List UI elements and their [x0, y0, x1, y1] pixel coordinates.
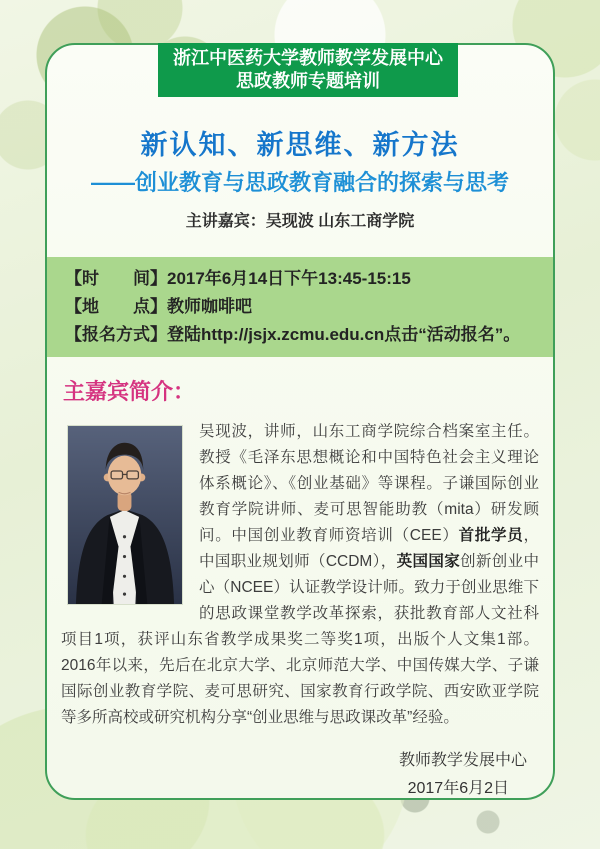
- info-place-value: 教师咖啡吧: [167, 297, 252, 316]
- signature-block: [47, 747, 553, 803]
- bio-segment: 吴现波，讲师，山东工商学院综合档案室主任。教授《毛泽东思想概论和中国特色社会主义理论体系概论》、《创业基础》等课程。子谦国际创业教育学院讲师、麦可思智能助教（mita）研发顾问。中国创业教育师资培训（CEE）: [199, 423, 539, 544]
- header-line1: 浙江中医药大学教师教学发展中心: [173, 48, 443, 68]
- speaker-photo: [67, 425, 183, 605]
- info-signup-value: 登陆http://jsjx.zcmu.edu.cn点击“活动报名”。: [167, 325, 521, 344]
- header-banner: [158, 43, 458, 97]
- signature-org: 教师教学发展中心: [398, 752, 527, 769]
- bio-section-title: 主嘉宾简介：: [63, 379, 196, 404]
- poster-frame: [45, 43, 555, 800]
- poster-subtitle: ——创业教育与思政教育融合的探索与思考: [90, 170, 509, 195]
- info-place-label: 【地 点】: [65, 297, 167, 316]
- header-line2: 思政教师专题培训: [236, 71, 380, 91]
- bio-block: [61, 419, 539, 731]
- poster-title: 新认知、新思维、新方法: [140, 130, 460, 160]
- bio-segment: 创新创业中心（NCEE）认证教学设计师。致力于创业思维下的思政课堂教学改革探索，获批教育部人文社科项目1项，获评山东省教学成果奖二等奖1项，出版个人文集1部。2016年以来，先后在北京大学、北京师范大学、中国传媒大学、子谦国际创业教育学院、麦可思研究、国家教育行政学院、西安欧亚学院等多所高校或研究机构分享“创业思维与思政课改革”经验。: [61, 553, 539, 726]
- info-time-value: 2017年6月14日下午13:45-15:15: [167, 269, 411, 288]
- info-row-signup: [65, 321, 553, 349]
- bio-segment-bold: 首批学员: [458, 527, 524, 544]
- info-time-label: 【时 间】: [65, 269, 167, 288]
- info-row-place: [65, 293, 553, 321]
- speaker-line: 主讲嘉宾：吴现波 山东工商学院: [185, 213, 415, 230]
- info-row-time: [65, 265, 553, 293]
- bio-segment: ，中国职业规划师（CCDM），: [199, 527, 539, 570]
- bio-segment-bold: 英国国家: [396, 553, 461, 570]
- info-signup-label: 【报名方式】: [65, 325, 167, 344]
- event-info-box: [47, 257, 553, 357]
- signature-date: 2017年6月2日: [407, 780, 509, 797]
